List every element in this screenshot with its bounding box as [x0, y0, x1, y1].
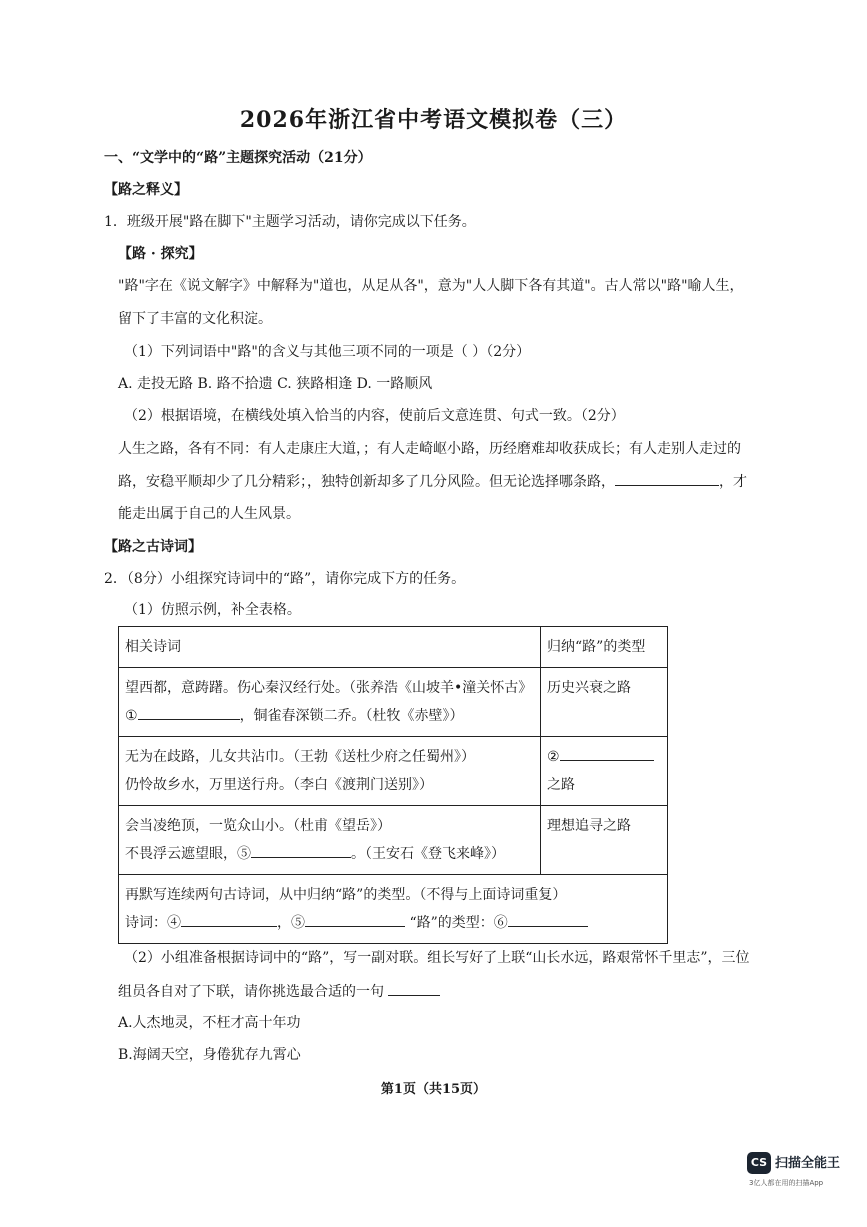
poem-line — [125, 840, 536, 868]
option-b: B.海阔天空，身倦犹存九霄心 — [118, 1047, 301, 1063]
text: 。（王安石《登飞来峰》） — [351, 846, 505, 862]
text: 不畏浮云遮望眼，⑤ — [125, 846, 251, 862]
section-heading: 一、“文学中的“路”主题探究活动（21分） — [104, 150, 372, 166]
text: 诗词：④ — [125, 915, 181, 931]
poem-line: 仍怜故乡水，万里送行舟。（李白《渡荆门送别》） — [125, 777, 433, 793]
answer-line — [125, 909, 663, 937]
table-cell — [119, 668, 541, 737]
table-cell: 历史兴衰之路 — [541, 668, 668, 737]
text: ，才 — [719, 474, 747, 490]
table-cell — [541, 737, 668, 806]
poem-line: 会当凌绝顶，一览众山小。（杜甫《望岳》） — [125, 818, 391, 834]
table-row — [119, 737, 668, 806]
paragraph: 能走出属于自己的人生风景。 — [118, 506, 300, 522]
paragraph: 留下了丰富的文化积淀。 — [118, 311, 272, 327]
table-header: 相关诗词 — [119, 627, 541, 668]
paragraph — [118, 471, 747, 492]
table-cell — [119, 806, 541, 875]
paragraph: 人生之路，各有不同：有人走康庄大道，；有人走崎岖小路，历经磨难却收获成长；有人走别人走过的 — [118, 441, 741, 457]
scanner-watermark — [747, 1150, 847, 1190]
watermark-name: 扫描全能王 — [775, 1156, 841, 1171]
instruction: 再默写连续两句古诗词，从中归纳“路”的类型。（不得与上面诗词重复） — [125, 887, 567, 903]
table-row — [119, 875, 668, 944]
poem-line — [125, 702, 536, 730]
question-2-2: （2）小组准备根据诗词中的“路”，写一副对联。组长写好了上联“山长水远，路艰常怀千里志”，三位 — [124, 950, 750, 966]
text: 之路 — [547, 777, 575, 793]
answer-blank[interactable] — [138, 705, 240, 720]
subsection-heading: 【路之古诗词】 — [104, 539, 202, 555]
text: ，⑤ — [277, 915, 305, 931]
paragraph: "路"字在《说文解字》中解释为"道也，从足从各"，意为"人人脚下各有其道"。古人常以"路"喻人生， — [118, 278, 744, 294]
watermark-tagline: 3亿人都在用的扫描App — [749, 1179, 824, 1187]
answer-options: A. 走投无路 B. 路不拾遗 C. 狭路相逢 D. 一路顺风 — [118, 376, 433, 392]
answer-blank[interactable] — [388, 981, 440, 996]
answer-blank[interactable] — [305, 912, 405, 927]
table-cell — [119, 875, 668, 944]
poem-line: 望西都，意踌躇。伤心秦汉经行处。（张养浩《山坡羊•潼关怀古》 — [125, 680, 533, 696]
camscanner-logo-icon: CS — [747, 1152, 771, 1174]
answer-blank[interactable] — [181, 912, 277, 927]
option-a: A.人杰地灵，不枉才高十年功 — [118, 1015, 301, 1031]
subsection-heading: 【路 · 探究】 — [118, 246, 203, 262]
question-1: 1．班级开展"路在脚下"主题学习活动，请你完成以下任务。 — [104, 214, 476, 230]
poem-line: 无为在歧路，儿女共沾巾。（王勃《送杜少府之任蜀州》） — [125, 749, 475, 765]
text: 路，安稳平顺却少了几分精彩；，独特创新却多了几分风险。但无论选择哪条路， — [118, 474, 615, 490]
question-1-1: （1）下列词语中"路"的含义与其他三项不同的一项是（ ）（2分） — [124, 344, 531, 360]
answer-blank[interactable] — [251, 843, 351, 858]
question-1-2: （2）根据语境，在横线处填入恰当的内容，使前后文意连贯、句式一致。（2分） — [124, 408, 625, 424]
table-header: 归纳“路”的类型 — [541, 627, 668, 668]
text: ① — [125, 708, 138, 724]
answer-blank[interactable] — [560, 746, 654, 761]
answer-blank[interactable] — [615, 471, 719, 486]
table-cell — [119, 737, 541, 806]
table-cell: 理想追寻之路 — [541, 806, 668, 875]
subsection-heading: 【路之释义】 — [104, 182, 188, 198]
question-2-2 — [118, 981, 440, 1002]
table-row — [119, 668, 668, 737]
table-row — [119, 627, 668, 668]
poetry-table — [118, 626, 668, 944]
page-footer: 第1页（共15页） — [380, 1082, 487, 1097]
text: ② — [547, 749, 560, 765]
text: “路”的类型：⑥ — [409, 915, 508, 931]
answer-line — [547, 743, 663, 771]
question-2-1: （1）仿照示例，补全表格。 — [124, 602, 301, 618]
text: 组员各自对了下联，请你挑选最合适的一句 — [118, 984, 384, 1000]
table-row — [119, 806, 668, 875]
text: ，铜雀春深锁二乔。（杜牧《赤壁》） — [239, 708, 464, 724]
page-title: 2026年浙江省中考语文模拟卷（三） — [239, 107, 628, 133]
answer-blank[interactable] — [508, 912, 588, 927]
question-2: 2．（8分）小组探究诗词中的“路”，请你完成下方的任务。 — [104, 571, 466, 587]
